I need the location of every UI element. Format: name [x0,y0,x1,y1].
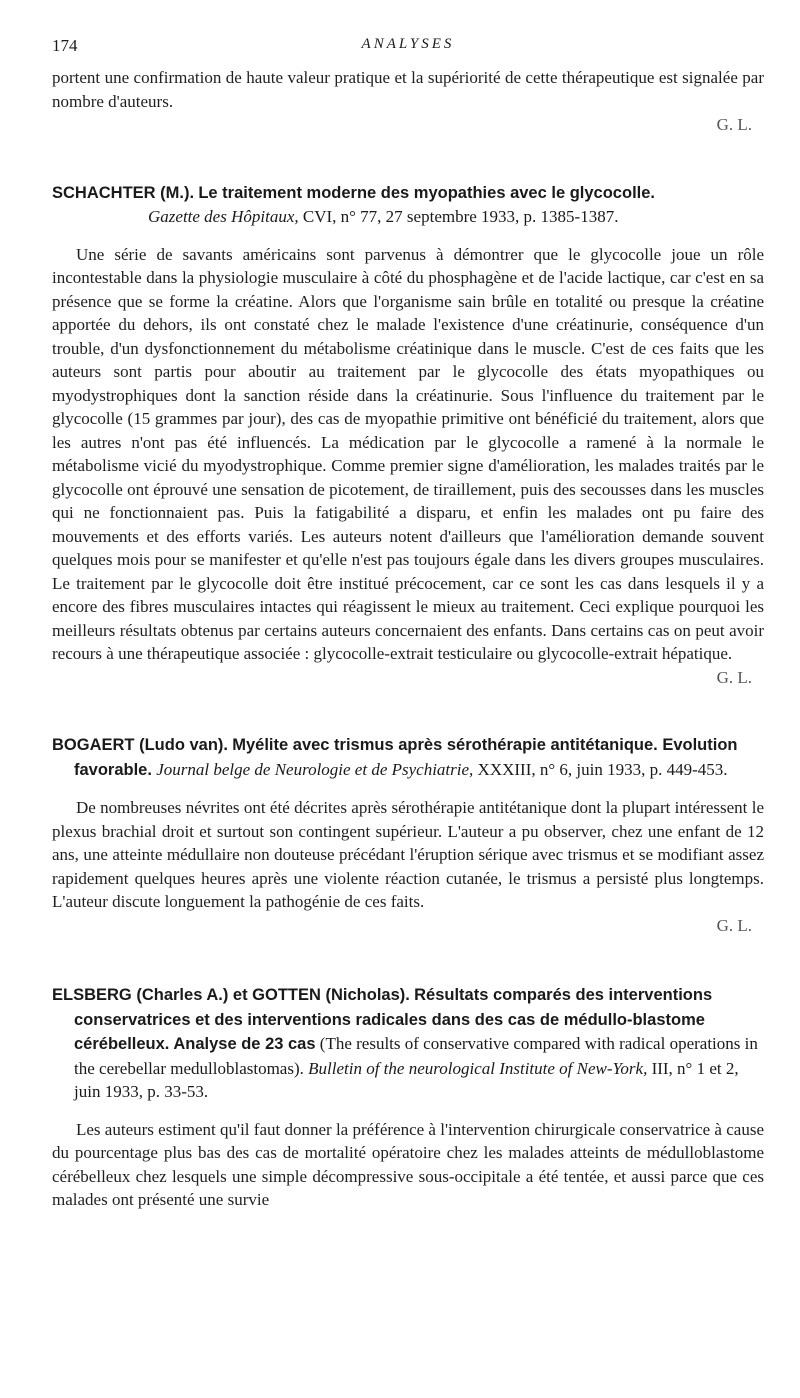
running-title: ANALYSES [361,36,455,52]
review-signature: G. L. [716,667,752,687]
review-body: Les auteurs estiment qu'il faut donner la préférence à l'intervention chirurgicale conservatrice à cause du pourcentage plus bas des cas de mortalité opératoire chez les malades atteints de médulloblastome cérébelleux chez lesquels une simple décompressive sous-occipitale a été tentée, et aussi parce que ces malades ont présenté une survie [52,1119,764,1209]
page [52,30,764,1212]
review-bogaert [52,733,764,937]
running-head [52,30,764,56]
review-body: De nombreuses névrites ont été décrites après sérothérapie antitétanique dont la plupart intéressent le plexus brachial droit et surtout son contingent supérieur. L'auteur a pu observer, chez une enfant de 12 ans, une atteinte médullaire non douteuse précédant l'éruption sérique avec trismus et se modifiant assez rapidement quelques heures après une violente réaction cutanée, le trismus a persisté plus longtemps. L'auteur discute longuement la pathogénie de ces faits. [52,798,764,911]
review-body: Une série de savants américains sont parvenus à démontrer que le glycocolle joue un rôle incontestable dans la physiologie musculaire à côté du phosphagène et de l'acide lactique, car c'est en sa présence que se forme la créatine. Alors que l'organisme sain brûle en totalité ou presque la créatine apportée du dehors, ils ont constaté chez le malade l'existence d'une créatinurie, conséquence d'un trouble, d'un dysfonctionnement du métabolisme créatinique dans le muscle. C'est de ces faits que les auteurs sont partis pour aboutir au traitement par le glycocolle des états myopathiques ou myodystrophiques dont la sanction réside dans la créatinurie. Sous l'influence du traitement par le glycocolle (15 grammes par jour), des cas de myopathie primitive ont bénéficié du traitement, alors que les autres n'ont pas été influencés. La médication par le glycocolle a ramené à la normale le métabolisme vicié du myodystrophique. Comme premier signe d'amélioration, les malades traités par le glycocolle ont éprouvé une sensation de picotement, de tiraillement, puis des secousses dans les muscles qui ne fonctionnaient pas. Puis la fatigabilité a disparu, et enfin les malades ont pu faire des mouvements et des efforts variés. Les auteurs notent d'ailleurs que l'amélioration demande souvent quelques mois pour se manifester et qu'elle n'est pas toujours égale dans les divers groupes musculaires. Le traitement par le glycocolle doit être institué précocement, car ce sont les cas dans lesquels il y a encore des fibres musculaires intactes qui réagissent le mieux au traitement. Ceci explique pourquoi les meilleurs résultats obtenus par certains auteurs concernaient des enfants. Dans certains cas on peut avoir recours à une thérapeutique associée : glycocolle-extrait testiculaire ou glycocolle-extrait hépatique. [52,244,764,663]
review-heading [52,733,764,782]
review-elsberg-gotten [52,983,764,1212]
review-heading [52,983,764,1104]
review-source [52,205,764,229]
review-title: Le traitement moderne des myopathies avec le glycocolle. [198,183,655,202]
journal-reference: XXXIII, n° 6, juin 1933, p. 449-453. [477,759,728,779]
review-author: BOGAERT (Ludo van). [52,736,228,754]
review-author: SCHACHTER (M.). [52,183,195,202]
journal-name: Gazette des Hôpitaux, [148,207,299,226]
continuation-paragraph: portent une confirmation de haute valeur pratique et la supériorité de cette thérapeutique est signalée par nombre d'auteurs. [52,68,764,111]
journal-name: Bulletin of the neurological Institute of New-York, [308,1058,648,1078]
page-number: 174 [52,36,78,55]
review-title: Résultats comparés des interventions conservatrices et des interventions radicales dans des cas de médullo-blastome cérébelleux. Analyse de 23 cas [74,986,713,1053]
review-heading [52,181,764,206]
journal-reference: CVI, n° 77, 27 septembre 1933, p. 1385-1387. [302,207,619,226]
review-signature: G. L. [716,915,752,935]
review-title: Myélite avec trismus après sérothérapie antitétanique. Evolution favorable. [74,736,738,779]
journal-reference: III, n° 1 et 2, juin 1933, p. 33-53. [74,1058,739,1101]
review-author: ELSBERG (Charles A.) et GOTTEN (Nicholas). [52,986,410,1004]
original-title: (The results of conservative compared with radical operations in the cerebellar medulloblastomas). [74,1034,758,1078]
journal-name: Journal belge de Neurologie et de Psychiatrie, [156,759,474,779]
continuation-signature: G. L. [716,115,752,134]
review-schachter [52,181,764,690]
